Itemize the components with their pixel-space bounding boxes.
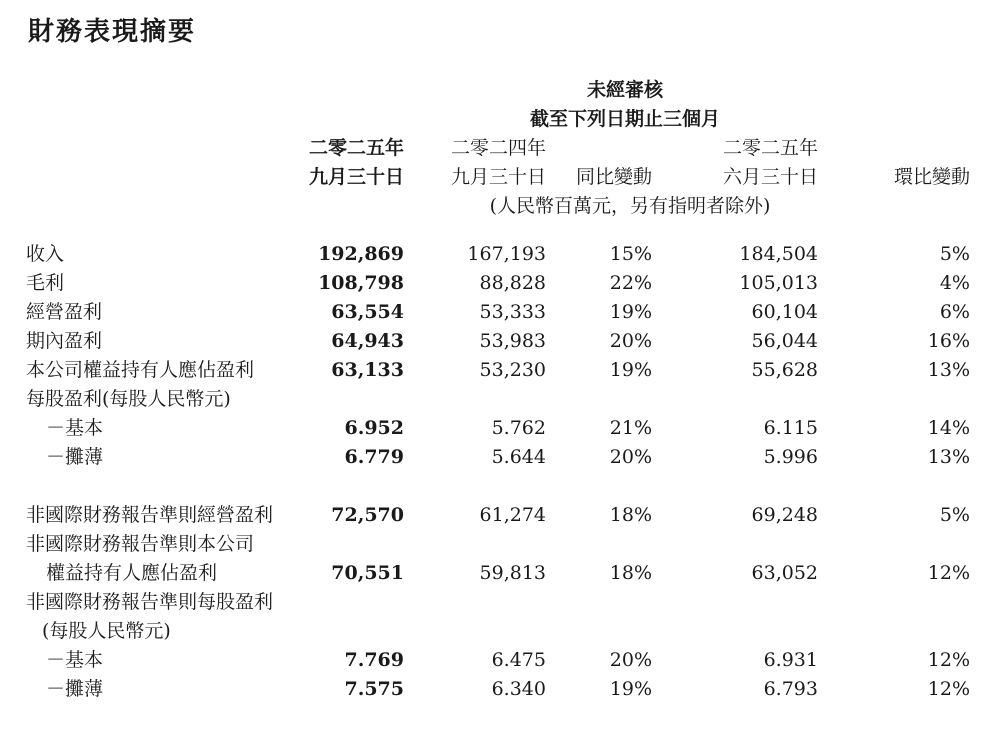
value-prior-year: 167,193	[467, 243, 546, 265]
value-prior-quarter: 63,052	[751, 562, 818, 584]
table-row-non-ifrs-eps-unit	[0, 617, 1000, 646]
value-prior-quarter: 6.931	[763, 649, 818, 671]
value-current: 6.779	[344, 446, 404, 468]
qoq-change: 12%	[927, 649, 970, 671]
page-title: 財務表現摘要	[28, 17, 197, 47]
unit-note: (人民幣百萬元，另有指明者除外)	[489, 195, 771, 217]
table-row-eps-diluted	[0, 443, 1000, 472]
value-prior-quarter: 69,248	[751, 504, 818, 526]
row-label: 權益持有人應佔盈利	[46, 562, 218, 584]
yoy-change: 21%	[609, 417, 652, 439]
col5-header: 環比變動	[893, 166, 970, 188]
qoq-change: 12%	[927, 678, 970, 700]
row-label: 非國際財務報告準則經營盈利	[26, 504, 274, 526]
row-label: 本公司權益持有人應佔盈利	[26, 359, 255, 381]
qoq-change: 6%	[939, 301, 970, 323]
qoq-change: 4%	[939, 272, 970, 294]
yoy-change: 19%	[609, 678, 652, 700]
value-prior-year: 61,274	[479, 504, 546, 526]
yoy-change: 20%	[609, 649, 652, 671]
value-prior-quarter: 6.115	[763, 417, 818, 439]
row-label: 期內盈利	[26, 330, 103, 352]
yoy-change: 15%	[609, 243, 652, 265]
row-label: 收入	[26, 243, 65, 265]
value-prior-year: 5.762	[491, 417, 546, 439]
value-prior-year: 53,230	[479, 359, 546, 381]
row-label: 每股盈利(每股人民幣元)	[26, 388, 231, 410]
table-row-gross-profit	[0, 269, 1000, 298]
value-prior-quarter: 56,044	[751, 330, 818, 352]
qoq-change: 13%	[927, 359, 970, 381]
value-prior-year: 53,333	[479, 301, 546, 323]
yoy-change: 20%	[609, 330, 652, 352]
row-label: 經營盈利	[26, 301, 103, 323]
qoq-change: 13%	[927, 446, 970, 468]
yoy-change: 18%	[609, 504, 652, 526]
row-label: －攤薄	[46, 446, 104, 468]
col4-header-date: 六月三十日	[722, 166, 818, 188]
value-prior-quarter: 105,013	[739, 272, 818, 294]
value-prior-quarter: 184,504	[739, 243, 818, 265]
col3-header: 同比變動	[575, 166, 652, 188]
table-row-non-ifrs-attributable-heading	[0, 530, 1000, 559]
value-current: 64,943	[331, 330, 404, 352]
table-row-non-ifrs-eps-diluted	[0, 675, 1000, 704]
table-row-non-ifrs-eps-basic	[0, 646, 1000, 675]
row-label: 非國際財務報告準則本公司	[26, 533, 255, 555]
row-label: (每股人民幣元)	[42, 620, 171, 642]
col1-header-year: 二零二五年	[308, 137, 404, 159]
table-row-eps-basic	[0, 414, 1000, 443]
qoq-change: 16%	[927, 330, 970, 352]
yoy-change: 22%	[609, 272, 652, 294]
table-row-period-profit	[0, 327, 1000, 356]
value-current: 7.769	[344, 649, 404, 671]
period-header: 截至下列日期止三個月	[529, 108, 720, 130]
value-current: 192,869	[318, 243, 404, 265]
value-prior-quarter: 5.996	[763, 446, 818, 468]
value-prior-year: 53,983	[479, 330, 546, 352]
qoq-change: 12%	[927, 562, 970, 584]
table-row-non-ifrs-operating-profit	[0, 501, 1000, 530]
value-current: 63,133	[331, 359, 404, 381]
value-prior-quarter: 60,104	[751, 301, 818, 323]
yoy-change: 19%	[609, 359, 652, 381]
value-prior-year: 5.644	[491, 446, 546, 468]
row-label: 非國際財務報告準則每股盈利	[26, 591, 274, 613]
row-label: －基本	[46, 649, 104, 671]
row-label: －基本	[46, 417, 104, 439]
value-current: 70,551	[331, 562, 404, 584]
value-current: 108,798	[318, 272, 404, 294]
table-row-operating-profit	[0, 298, 1000, 327]
value-current: 63,554	[331, 301, 404, 323]
audit-status-header: 未經審核	[586, 79, 663, 101]
value-prior-year: 6.475	[491, 649, 546, 671]
qoq-change: 5%	[939, 504, 970, 526]
yoy-change: 19%	[609, 301, 652, 323]
col1-header-date: 九月三十日	[308, 166, 404, 188]
value-prior-year: 6.340	[491, 678, 546, 700]
value-current: 6.952	[344, 417, 404, 439]
table-row-eps-heading	[0, 385, 1000, 414]
qoq-change: 14%	[927, 417, 970, 439]
row-label: －攤薄	[46, 678, 104, 700]
value-current: 72,570	[331, 504, 404, 526]
value-prior-year: 59,813	[479, 562, 546, 584]
value-prior-quarter: 6.793	[763, 678, 818, 700]
col2-header-date: 九月三十日	[450, 166, 546, 188]
table-row-attributable-profit	[0, 356, 1000, 385]
value-prior-year: 88,828	[479, 272, 546, 294]
qoq-change: 5%	[939, 243, 970, 265]
value-prior-quarter: 55,628	[751, 359, 818, 381]
yoy-change: 18%	[609, 562, 652, 584]
table-row-revenue	[0, 240, 1000, 269]
col4-header-year: 二零二五年	[722, 137, 818, 159]
col2-header-year: 二零二四年	[450, 137, 546, 159]
yoy-change: 20%	[609, 446, 652, 468]
table-row-non-ifrs-attributable-profit	[0, 559, 1000, 588]
value-current: 7.575	[344, 678, 404, 700]
row-label: 毛利	[26, 272, 65, 294]
table-row-non-ifrs-eps-heading	[0, 588, 1000, 617]
